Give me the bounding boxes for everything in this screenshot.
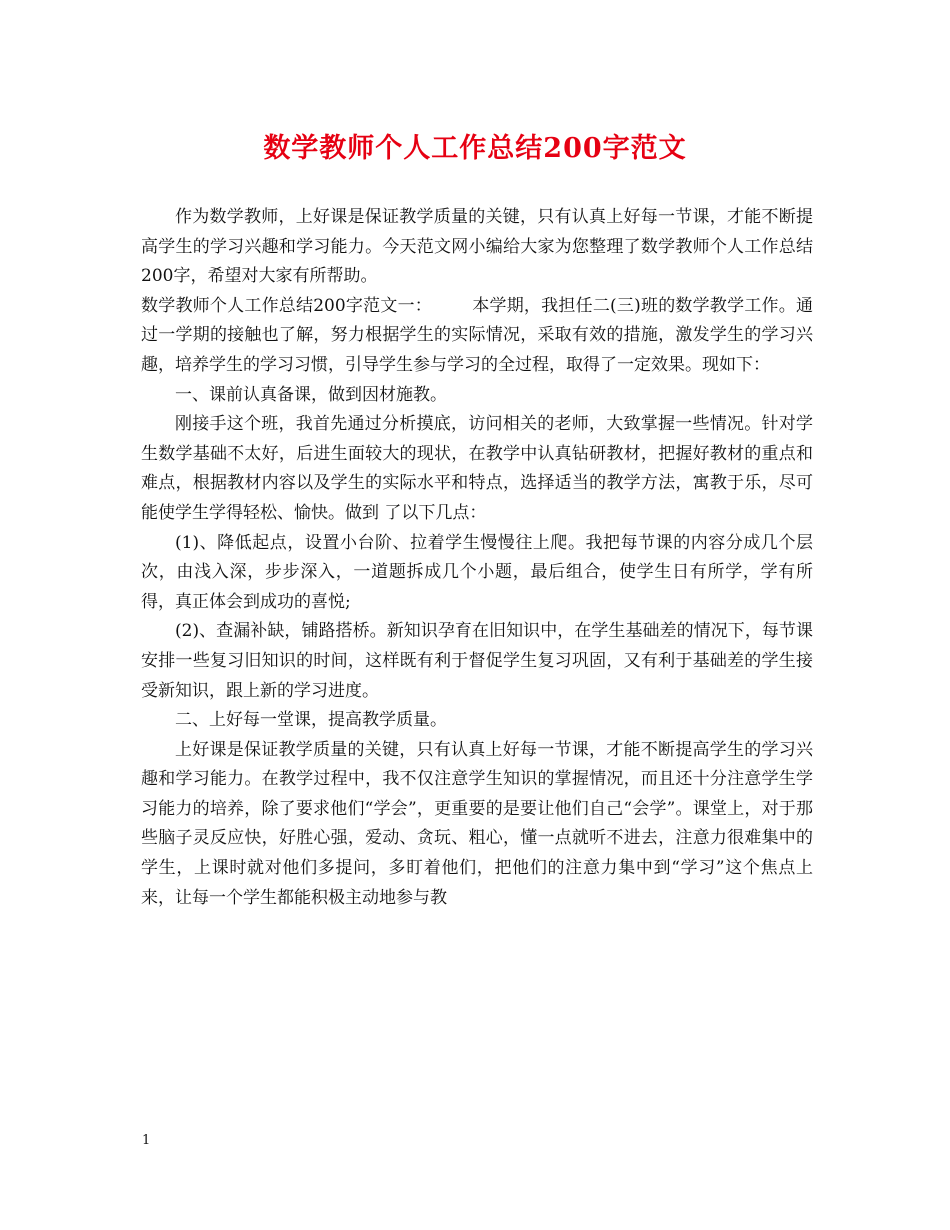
paragraph-point-one-heading: 一、课前认真备课，做到因材施教。	[175, 384, 447, 405]
paragraph-section-one-heading	[141, 292, 813, 381]
paragraph-intro: 作为数学教师，上好课是保证教学质量的关键，只有认真上好每一节课，才能不断提高学生的学习兴趣和学习能力。今天范文网小编给大家为您整理了数学教师个人工作总结200字，希望对大家有所帮助。	[141, 207, 813, 287]
paragraph-point-two-heading: 二、上好每一堂课，提高教学质量。	[175, 710, 447, 731]
paragraph-subpoint-one: (1)、降低起点，设置小台阶、拉着学生慢慢往上爬。我把每节课的内容分成几个层次，由浅入深，步步深入，一道题拆成几个小题，最后组合，使学生日有所学，学有所得，真正体会到成功的喜悦;	[141, 532, 813, 612]
paragraph-point-one-body: 刚接手这个班，我首先通过分析摸底，访问相关的老师，大致掌握一些情况。针对学生数学基础不太好，后进生面较大的现状，在教学中认真钻研教材，把握好教材的重点和难点，根据教材内容以及学生的实际水平和特点，选择适当的教学方法，寓教于乐，尽可能使学生学得轻松、愉快。做到 了以下几点：	[141, 414, 813, 523]
section-one-label: 数学教师个人工作总结200字范文一：	[141, 295, 433, 316]
section-one-opening: 本学期，我担任二(三)班的数学教学工作。通过一学期的接触也了解，努力根据学生的实际情况，采取有效的措施，激发学生的学习兴趣，培养学生的学习习惯，引导学生参与学习的全过程，取得了一定效果。现如下：	[141, 295, 813, 375]
document-body	[141, 203, 813, 913]
paragraph-point-two-body: 上好课是保证教学质量的关键，只有认真上好每一节课，才能不断提高学生的学习兴趣和学习能力。在教学过程中，我不仅注意学生知识的掌握情况，而且还十分注意学生学习能力的培养，除了要求他们“学会”，更重要的是要让他们自己“会学”。课堂上，对于那些脑子灵反应快，好胜心强，爱动、贪玩、粗心，懂一点就听不进去，注意力很难集中的学生，上课时就对他们多提问，多盯着他们，把他们的注意力集中到“学习”这个焦点上来，让每一个学生都能积极主动地参与教	[141, 739, 813, 908]
document-title: 数学教师个人工作总结200字范文	[263, 133, 687, 164]
paragraph-subpoint-two: (2)、查漏补缺，铺路搭桥。新知识孕育在旧知识中，在学生基础差的情况下，每节课安排一些复习旧知识的时间，这样既有利于督促学生复习巩固，又有利于基础差的学生接受新知识，跟上新的学习进度。	[141, 621, 813, 701]
page-number: 1	[142, 1133, 151, 1148]
